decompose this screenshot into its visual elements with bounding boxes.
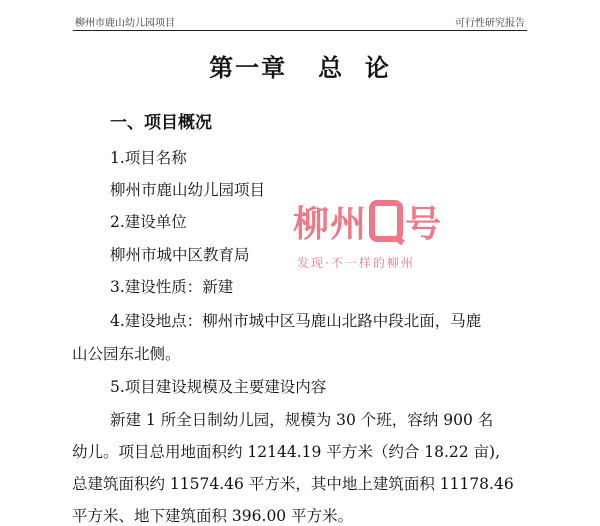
project-name-value: 柳州市鹿山幼儿园项目 (110, 181, 266, 199)
watermark-title (293, 196, 442, 247)
item-2-heading: 2.建设单位 (110, 213, 187, 231)
item-1-heading: 1.项目名称 (110, 149, 187, 167)
header-project-name: 柳州市鹿山幼儿园项目 (75, 18, 175, 29)
scale-paragraph-line-2: 幼儿。项目总用地面积约 12144.19 平方米（约合 18.22 亩), (72, 443, 501, 461)
section-title: 一、项目概况 (110, 113, 212, 133)
page-header (73, 10, 527, 31)
item-5-heading: 5.项目建设规模及主要建设内容 (110, 378, 327, 396)
scale-paragraph-line-3: 总建筑面积约 11574.46 平方米，其中地上建筑面积 11178.46 (72, 475, 514, 493)
watermark-slogan: 发现·不一样的柳州 (297, 256, 415, 270)
header-report-type: 可行性研究报告 (455, 18, 525, 29)
item-4-location: 4.建设地点：柳州市城中区马鹿山北路中段北面，马鹿 (110, 312, 482, 330)
watermark-q-icon (369, 200, 403, 242)
construction-unit-value: 柳州市城中区教育局 (110, 246, 250, 264)
scale-paragraph-line-4: 平方米、地下建筑面积 396.00 平方米。 (72, 507, 354, 525)
item-3-nature: 3.建设性质：新建 (110, 278, 234, 296)
watermark-logo (293, 196, 453, 278)
watermark-number: 号 (405, 204, 443, 245)
scale-paragraph-line-1: 新建 1 所全日制幼儿园，规模为 30 个班，容纳 900 名 (110, 411, 494, 429)
watermark-city: 柳州 (293, 204, 368, 245)
chapter-title: 第一章 总 论 (209, 53, 391, 82)
item-4-location-cont: 山公园东北侧。 (72, 345, 181, 363)
